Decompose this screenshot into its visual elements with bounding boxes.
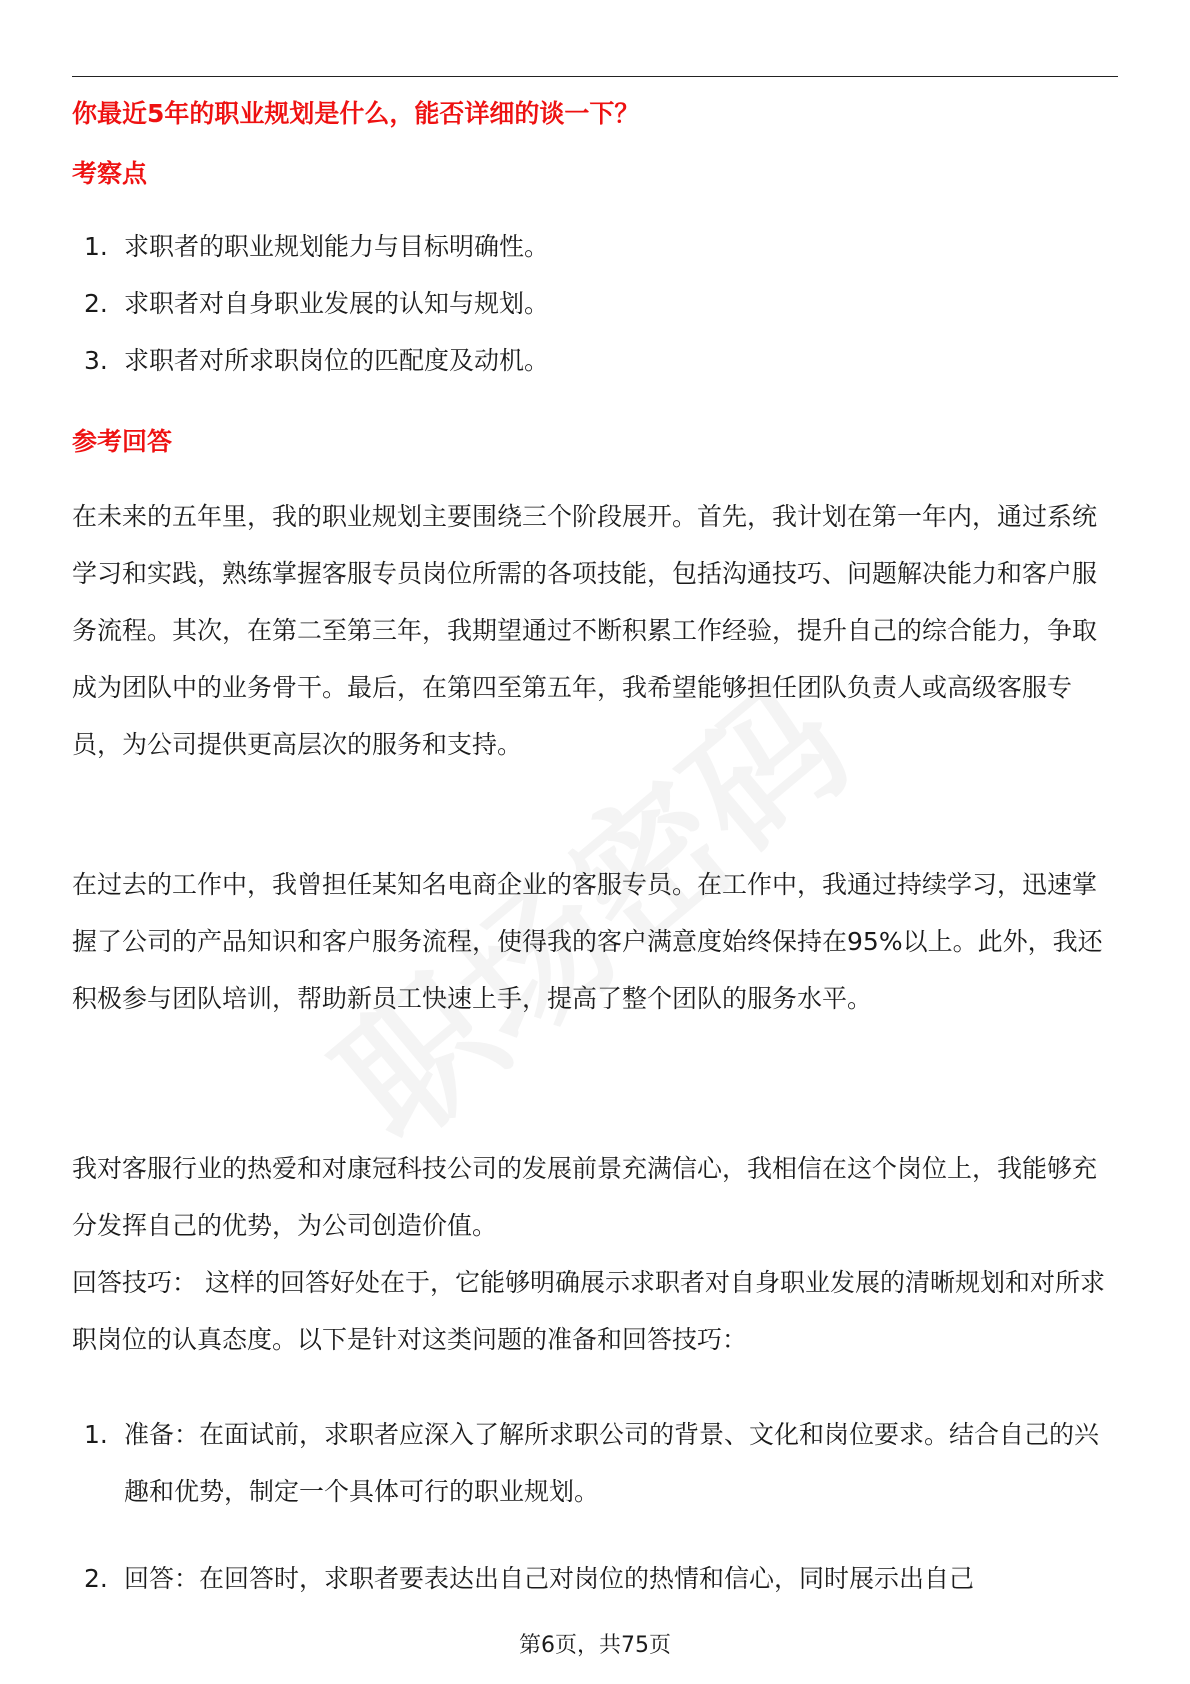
list-number: 2. <box>84 1564 108 1593</box>
answer-paragraph: 我对客服行业的热爱和对康冠科技公司的发展前景充满信心，我相信在这个岗位上，我能够充分发挥自己的优势，为公司创造价值。 <box>72 1154 1098 1240</box>
answer-paragraph: 在未来的五年里，我的职业规划主要围绕三个阶段展开。首先，我计划在第一年内，通过系统学习和实践，熟练掌握客服专员岗位所需的各项技能，包括沟通技巧、问题解决能力和客户服务流程。其次，在第二至第三年，我期望通过不断积累工作经验，提升自己的综合能力，争取成为团队中的业务骨干。最后，在第四至第五年，我希望能够担任团队负责人或高级客服专员，为公司提供更高层次的服务和支持。 <box>72 502 1098 759</box>
list-item <box>72 275 1118 332</box>
question-title: 你最近5年的职业规划是什么，能否详细的谈一下？ <box>72 99 640 128</box>
list-number: 3. <box>84 346 108 375</box>
list-number: 2. <box>84 289 108 318</box>
list-text: 求职者的职业规划能力与目标明确性。 <box>124 232 550 261</box>
tips-intro-paragraph: 回答技巧： 这样的回答好处在于，它能够明确展示求职者对自身职业发展的清晰规划和对所求职岗位的认真态度。以下是针对这类问题的准备和回答技巧： <box>72 1268 1105 1354</box>
list-item <box>72 1550 1118 1607</box>
list-text: 求职者对所求职岗位的匹配度及动机。 <box>124 346 550 375</box>
page-footer: 第6页，共75页 <box>519 1633 671 1658</box>
focus-list <box>72 218 1118 389</box>
list-text: 准备：在面试前，求职者应深入了解所求职公司的背景、文化和岗位要求。结合自己的兴趣和优势，制定一个具体可行的职业规划。 <box>124 1420 1100 1506</box>
list-item <box>72 218 1118 275</box>
section-heading-answer: 参考回答 <box>72 427 173 456</box>
list-text: 求职者对自身职业发展的认知与规划。 <box>124 289 550 318</box>
tips-list <box>72 1406 1118 1637</box>
list-number: 1. <box>84 232 108 261</box>
answer-paragraph: 在过去的工作中，我曾担任某知名电商企业的客服专员。在工作中，我通过持续学习，迅速掌握了公司的产品知识和客户服务流程，使得我的客户满意度始终保持在95%以上。此外，我还积极参与团队培训，帮助新员工快速上手，提高了整个团队的服务水平。 <box>72 870 1103 1013</box>
list-item <box>72 1406 1118 1520</box>
list-text: 回答：在回答时，求职者要表达出自己对岗位的热情和信心，同时展示出自己 <box>124 1564 975 1593</box>
section-heading-focus: 考察点 <box>72 159 148 188</box>
list-number: 1. <box>84 1420 108 1449</box>
top-rule <box>72 76 1118 77</box>
list-item <box>72 332 1118 389</box>
